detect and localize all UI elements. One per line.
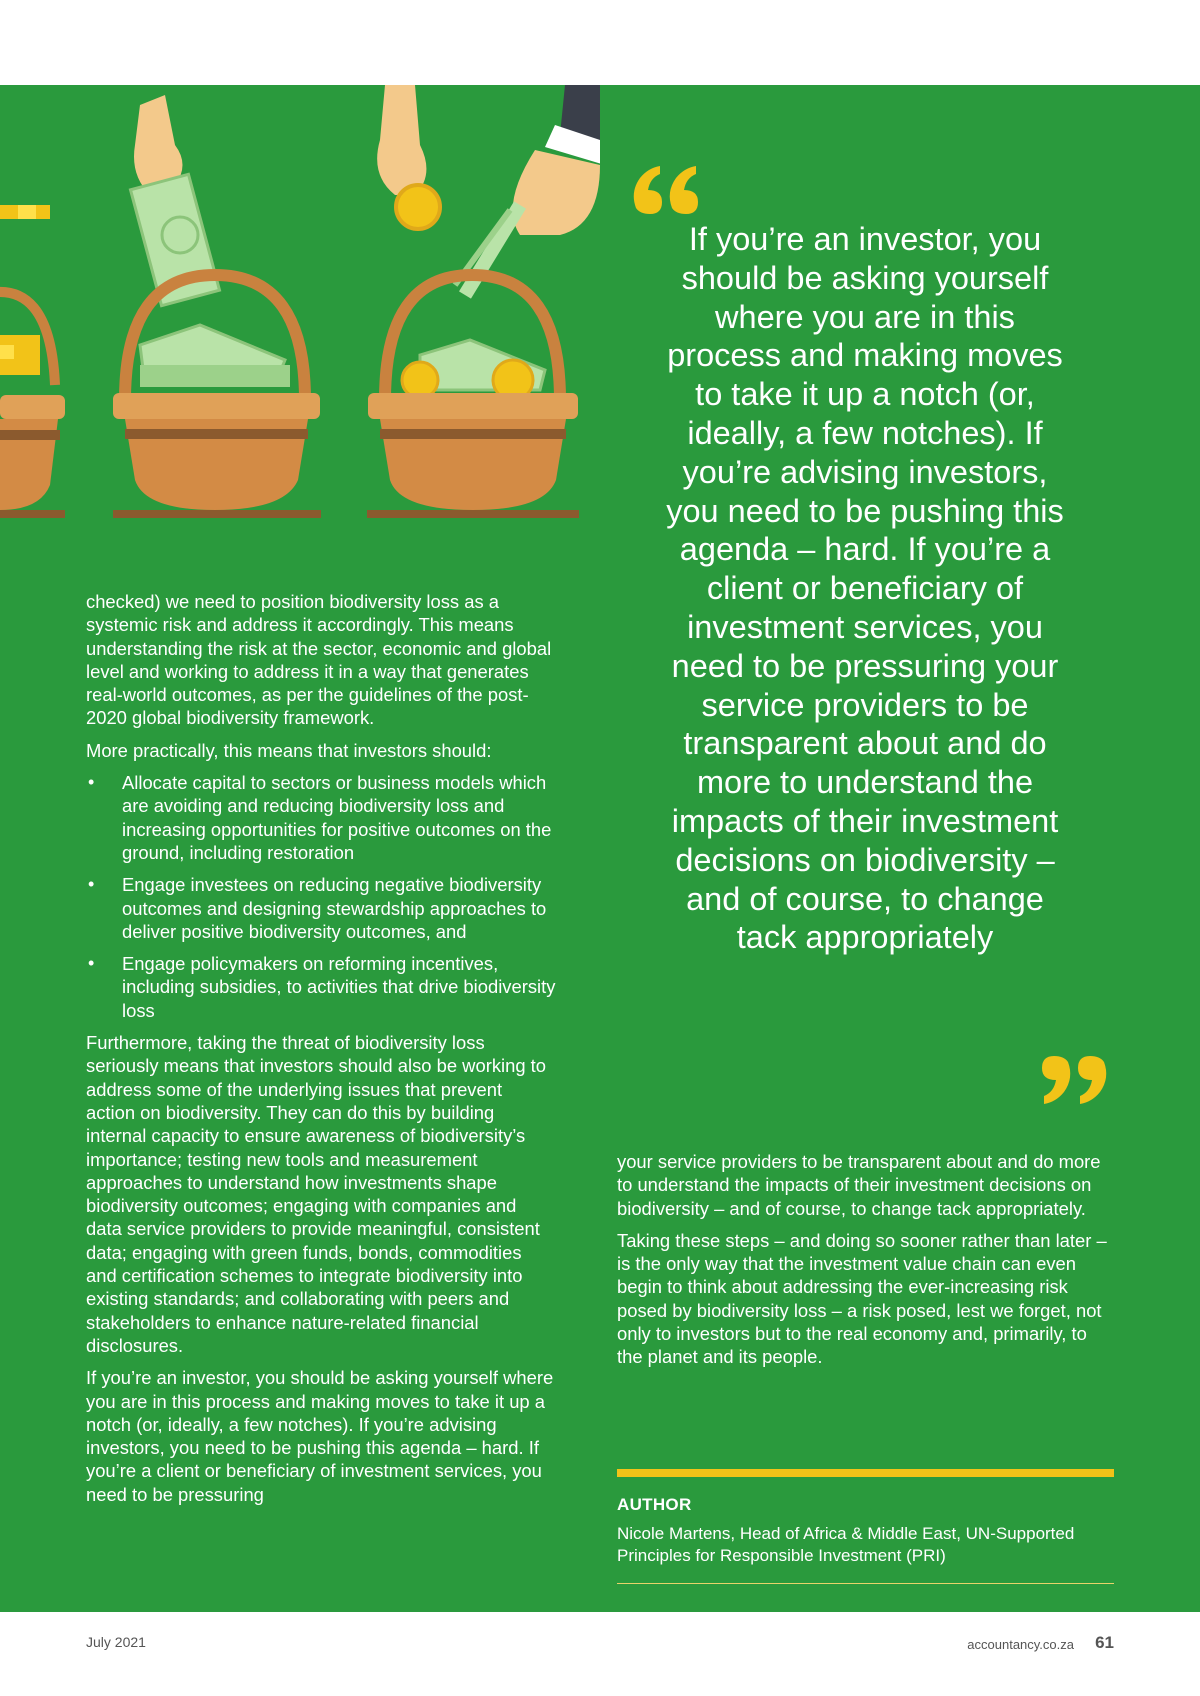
left-paragraph-1: checked) we need to position biodiversity loss as a systemic risk and address it accordingly. This means understanding the risk at the sector, economic and global level and working to address it in a way that generates real-world outcomes, as per the guidelines of the post-2020 global biodiversity framework. xyxy=(86,591,552,729)
right-paragraph-2: Taking these steps – and doing so sooner rather than later – is the only way that the investment value chain can even begin to think about addressing the ever-increasing risk posed by biodiversity loss – a risk posed, lest we forget, not only to investors but to the real economy and, primarily, to the planet and its people. xyxy=(617,1229,1107,1368)
page-number: 61 xyxy=(1095,1633,1114,1652)
basket-right xyxy=(367,275,579,518)
right-paragraph-1: your service providers to be transparent about and do more to understand the impacts of their investment decisions on biodiversity – and of course, to change tack appropriately. xyxy=(617,1151,1101,1219)
list-item: • Engage investees on reducing negative biodiversity outcomes and designing stewardship approaches to deliver positive biodiversity outcomes, and xyxy=(86,873,556,943)
left-paragraph-3: Furthermore, taking the threat of biodiversity loss seriously means that investors should also be working to address some of the underlying issues that prevent action on biodiversity. They can do this by building internal capacity to ensure awareness of biodiversity’s importance; testing new tools and measurement approaches to understand how investments shape biodiversity outcomes; engaging with companies and data service providers to provide meaningful, consistent data; engaging with green funds, bonds, commodities and certification schemes to integrate biodiversity into existing standards; and collaborating with peers and stakeholders to enhance nature-related financial disclosures. xyxy=(86,1032,546,1356)
author-details: Nicole Martens, Head of Africa & Middle East, UN-Supported Principles for Responsible Investment (PRI) xyxy=(617,1524,1075,1565)
left-column xyxy=(86,590,556,1515)
author-heading: AUTHOR xyxy=(617,1495,692,1514)
pull-quote: If you’re an investor, you should be asking yourself where you are in this process and making moves to take it up a notch (or, ideally, a few notches). If you’re advising investors, you need to be pushing this agenda – hard. If you’re a client or beneficiary of investment services, you need to be pressuring your service providers to be transparent about and do more to understand the impacts of their investment decisions on biodiversity – and of course, to change tack appropriately xyxy=(666,221,1064,956)
list-item: • Allocate capital to sectors or business models which are avoiding and reducing biodiversity loss and increasing opportunities for positive outcomes on the ground, including restoration xyxy=(86,771,556,864)
left-paragraph-4: If you’re an investor, you should be asking yourself where you are in this process and making moves to take it up a notch (or, ideally, a few notches). If you’re advising investors, you need to be pushing this agenda – hard. If you’re a client or beneficiary of investment services, you need to be pressuring xyxy=(86,1367,554,1505)
hand-coin xyxy=(377,85,440,229)
investor-actions-list xyxy=(86,771,556,1022)
open-quote-icon xyxy=(628,150,708,230)
author-divider xyxy=(617,1469,1114,1477)
baskets-money-icon xyxy=(0,85,600,555)
close-quote-icon xyxy=(1032,1040,1112,1120)
author-bottom-rule xyxy=(617,1583,1114,1584)
list-item: • Engage policymakers on reforming incentives, including subsidies, to activities that drive biodiversity loss xyxy=(86,952,556,1022)
basket-middle xyxy=(113,275,321,518)
left-paragraph-2: More practically, this means that investors should: xyxy=(86,739,492,761)
right-column xyxy=(617,1150,1117,1378)
footer-website: accountancy.co.za xyxy=(967,1637,1074,1652)
basket-left-partial xyxy=(0,205,65,518)
footer-date: July 2021 xyxy=(86,1634,146,1650)
hand-suit xyxy=(455,85,600,295)
